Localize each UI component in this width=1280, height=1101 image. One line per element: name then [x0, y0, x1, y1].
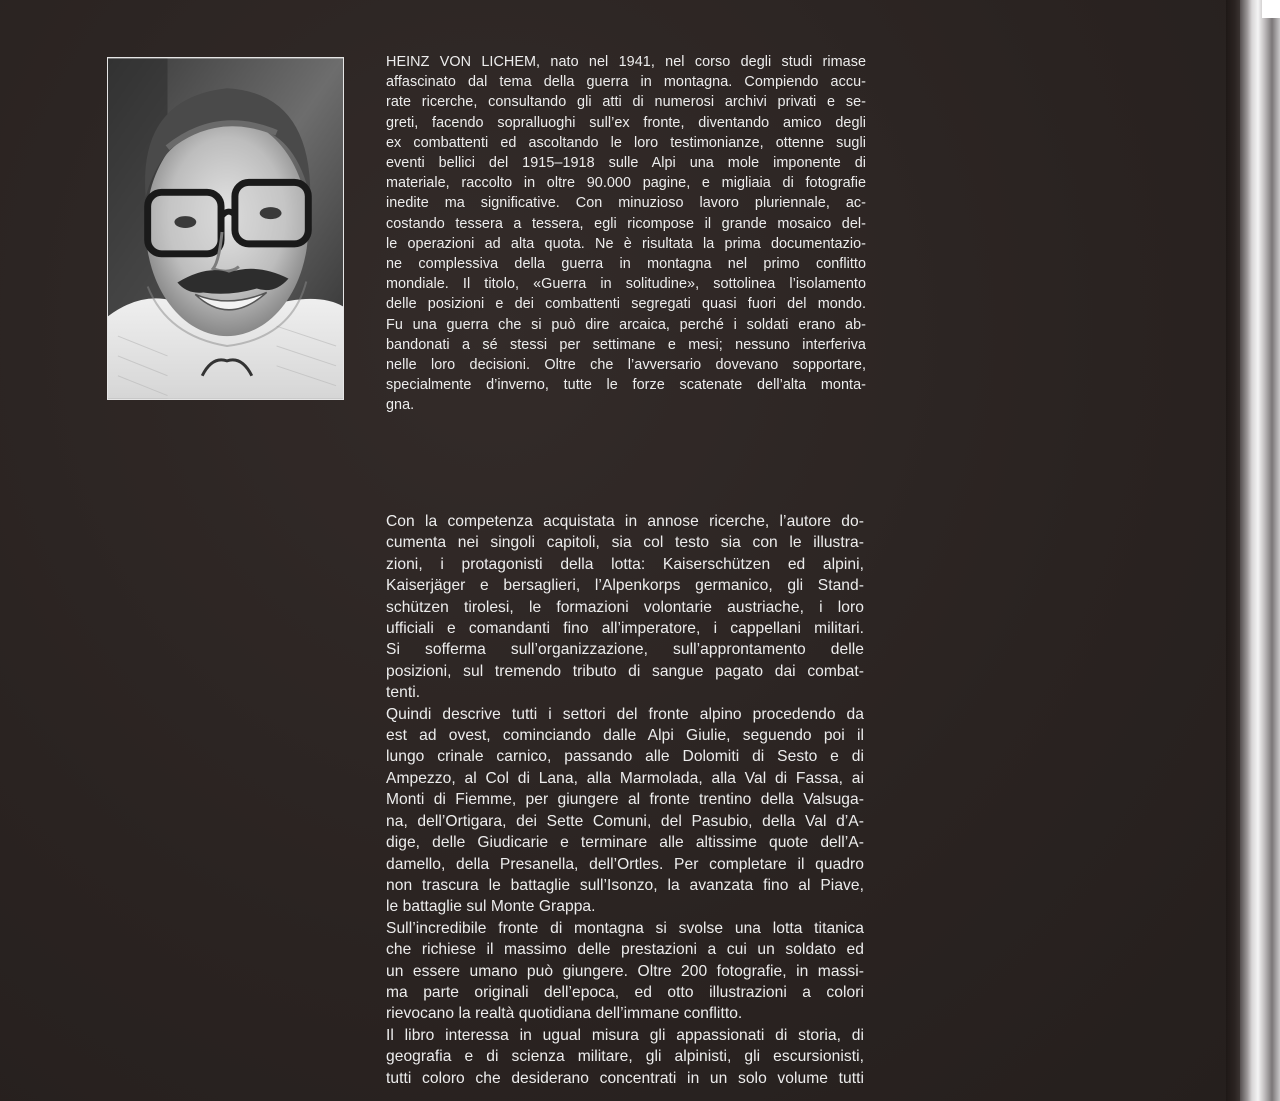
desc-line: cumenta nei singoli capitoli, sia col testo sia con le illustra-: [386, 534, 864, 552]
desc-line: est ad ovest, cominciando dalle Alpi Giulie, seguendo poi il: [386, 727, 864, 745]
bio-line: costando tessera a tessera, egli ricompose il grande mosaico del-: [386, 215, 866, 232]
bio-line: greti, facendo sopralluoghi sull’ex fronte, diventando amico degli: [386, 114, 866, 131]
desc-line: un essere umano può giungere. Oltre 200 fotografie, in massi-: [386, 962, 864, 980]
desc-line: Sull’incredibile fronte di montagna si svolse una lotta titanica: [386, 919, 864, 937]
desc-line: Il libro interessa in ugual misura gli appassionati di storia, di: [386, 1026, 864, 1044]
desc-line: damello, della Presanella, dell’Ortles. Per completare il quadro: [386, 855, 864, 873]
desc-line: non trascura le battaglie sull’Isonzo, la avanzata fino al Piave,: [386, 876, 864, 894]
bio-line: ne complessiva della guerra in montagna nel primo conflitto: [386, 256, 866, 273]
bio-line: gna.: [386, 397, 415, 414]
spine-corner: [1262, 0, 1280, 18]
bio-line: rate ricerche, consultando gli atti di numerosi archivi privati e se-: [386, 94, 866, 111]
desc-line: le battaglie sul Monte Grappa.: [386, 898, 596, 916]
author-biography: [386, 52, 866, 416]
bio-line: ex combattenti ed ascoltando le loro testimonianze, ottenne sugli: [386, 134, 866, 151]
desc-line: ufficiali e comandanti fino all’imperatore, i cappellani militari.: [386, 620, 864, 638]
book-description: [386, 511, 864, 1089]
desc-line: posizioni, sul tremendo tributo di sangue pagato dai combat-: [386, 662, 864, 680]
bio-line: bandonati a sé stessi per settimane e mesi; nessuno interferiva: [386, 336, 866, 353]
bio-line: inedite ma significative. Con minuzioso lavoro pluriennale, ac-: [386, 195, 866, 212]
desc-line: dige, delle Giudicarie e terminare alle altissime quote dell’A-: [386, 834, 864, 852]
bio-line: Fu una guerra che si può dire arcaica, perché i soldati erano ab-: [386, 316, 866, 333]
bio-line: delle posizioni e dei combattenti segregati quasi fuori del mondo.: [386, 296, 866, 313]
desc-line: Con la competenza acquistata in annose ricerche, l’autore do-: [386, 513, 864, 530]
bio-line: le operazioni ad alta quota. Ne è risultata la prima documentazio-: [386, 235, 866, 252]
bio-line: materiale, raccolto in oltre 90.000 pagine, e migliaia di fotografie: [386, 175, 866, 192]
author-portrait-image: [108, 58, 343, 399]
desc-line: tenti.: [386, 684, 421, 702]
desc-line: geografia e di scienza militare, gli alpinisti, gli escursionisti,: [386, 1048, 864, 1066]
desc-line: lungo crinale carnico, passando alle Dolomiti di Sesto e di: [386, 748, 864, 766]
desc-line: Si sofferma sull’organizzazione, sull’approntamento delle: [386, 641, 864, 659]
desc-line: che richiese il massimo delle prestazioni a cui un soldato ed: [386, 941, 864, 959]
desc-line: schützen tirolesi, le formazioni volontarie austriache, i loro: [386, 598, 864, 616]
desc-line: na, dell’Ortigara, dei Sette Comuni, del Pasubio, della Val d’A-: [386, 812, 864, 830]
desc-line: ma parte originali dell’epoca, ed otto illustrazioni a colori: [386, 983, 864, 1001]
author-portrait-photo: [107, 57, 344, 400]
bio-line: affascinato dal tema della guerra in montagna. Compiendo accu-: [386, 74, 866, 91]
book-spine-edge: [1240, 0, 1280, 1101]
bio-line: mondiale. Il titolo, «Guerra in solitudine», sottolinea l’isolamento: [386, 276, 866, 293]
bio-line: nelle loro decisioni. Oltre che l’avversario dovevano sopportare,: [386, 357, 866, 374]
desc-line: rievocano la realtà quotidiana dell’immane conflitto.: [386, 1005, 743, 1023]
desc-line: Kaiserjäger e bersaglieri, l’Alpenkorps germanico, gli Stand-: [386, 577, 864, 595]
desc-line: zioni, i protagonisti della lotta: Kaiserschützen ed alpini,: [386, 555, 864, 573]
bio-line: HEINZ VON LICHEM, nato nel 1941, nel corso degli studi rimase: [386, 54, 866, 70]
bio-line: specialmente d’inverno, tutte le forze scatenate dell’alta monta-: [386, 377, 866, 394]
desc-line: Ampezzo, al Col di Lana, alla Marmolada, alla Val di Fassa, ai: [386, 769, 864, 787]
desc-line: tutti coloro che desiderano concentrati in un solo volume tutti: [386, 1069, 864, 1087]
desc-line: Monti di Fiemme, per giungere al fronte trentino della Valsuga-: [386, 791, 864, 809]
bio-line: eventi bellici del 1915–1918 sulle Alpi una mole imponente di: [386, 155, 866, 172]
cover-edge: [1226, 0, 1240, 1101]
desc-line: Quindi descrive tutti i settori del fronte alpino procedendo da: [386, 705, 864, 723]
